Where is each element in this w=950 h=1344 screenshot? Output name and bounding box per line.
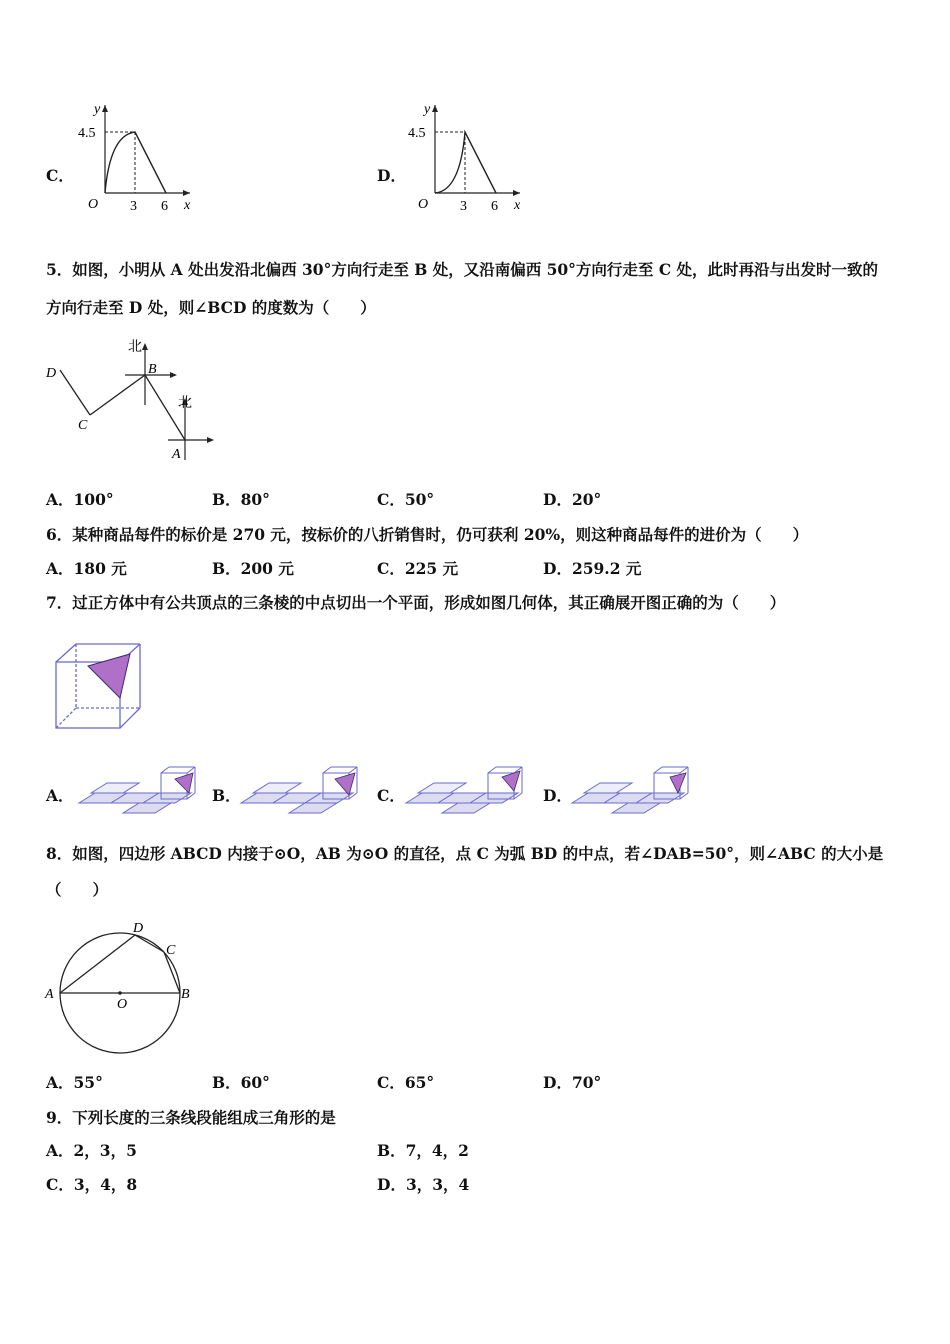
q6-stem: 6．某种商品每件的标价是 270 元，按标价的八折销售时，仍可获利 20%，则这种商品每件的进价为（ ）: [46, 525, 809, 544]
graph-d: [400, 95, 530, 220]
q5-stem-line2: 方向行走至 D 处，则∠BCD 的度数为（ ）: [46, 298, 376, 317]
q5-direction-figure: [40, 335, 230, 470]
q7-net-a[interactable]: [75, 765, 205, 827]
x-tick-3: 3: [460, 199, 467, 214]
origin-label: O: [88, 197, 99, 212]
cut-facet: [88, 654, 130, 698]
north-label-a: 北: [178, 396, 192, 411]
q6-option-b[interactable]: B．200 元: [212, 559, 294, 578]
x-axis-label: x: [514, 198, 521, 213]
q9-option-d[interactable]: D．3，3，4: [377, 1175, 470, 1194]
q8-stem-line2: （ ）: [46, 880, 109, 899]
q8-circle-figure: [42, 918, 197, 1056]
q7-option-b[interactable]: B．: [212, 786, 241, 805]
center-o: O: [117, 997, 128, 1012]
y-axis-label: y: [94, 102, 101, 117]
q7-net-d[interactable]: [568, 765, 698, 827]
north-label-b: 北: [128, 340, 142, 355]
q9-stem: 9．下列长度的三条线段能组成三角形的是: [46, 1108, 336, 1127]
point-a: A: [172, 447, 181, 462]
graph-c: [70, 95, 200, 220]
q7-net-c[interactable]: [402, 765, 532, 827]
q8-option-b[interactable]: B．60°: [212, 1073, 270, 1092]
x-tick-3: 3: [130, 199, 137, 214]
point-d: D: [46, 366, 57, 381]
point-b: B: [181, 987, 190, 1002]
q5-option-b[interactable]: B．80°: [212, 490, 270, 509]
option-d-label: D．: [377, 166, 406, 185]
x-tick-6: 6: [491, 199, 498, 214]
y-tick-label: 4.5: [408, 126, 426, 141]
q6-option-a[interactable]: A．180 元: [46, 559, 127, 578]
q7-stem: 7．过正方体中有公共顶点的三条棱的中点切出一个平面，形成如图几何体，其正确展开图正确的为（ ）: [46, 593, 786, 612]
q8-option-d[interactable]: D．70°: [543, 1073, 602, 1092]
q7-net-b[interactable]: [237, 765, 367, 827]
point-b: B: [148, 362, 157, 377]
q9-option-c[interactable]: C．3，4，8: [46, 1175, 138, 1194]
q5-option-a[interactable]: A．100°: [46, 490, 114, 509]
origin-label: O: [418, 197, 429, 212]
point-c: C: [166, 943, 176, 958]
q5-option-c[interactable]: C．50°: [377, 490, 435, 509]
q8-option-c[interactable]: C．65°: [377, 1073, 435, 1092]
q7-option-a[interactable]: A．: [46, 786, 74, 805]
x-axis-label: x: [184, 198, 191, 213]
q8-stem-line1: 8．如图，四边形 ABCD 内接于⊙O，AB 为⊙O 的直径，点 C 为弧 BD 的中点，若∠DAB=50°，则∠ABC 的大小是: [46, 844, 884, 863]
q9-option-b[interactable]: B．7，4，2: [377, 1141, 469, 1160]
q8-option-a[interactable]: A．55°: [46, 1073, 103, 1092]
point-c: C: [78, 418, 88, 433]
q5-stem-line1: 5．如图，小明从 A 处出发沿北偏西 30°方向行走至 B 处，又沿南偏西 50°方向行走至 C 处，此时再沿与出发时一致的: [46, 260, 879, 279]
point-a: A: [45, 987, 54, 1002]
point-d: D: [133, 921, 144, 936]
q7-cube-figure: [52, 640, 152, 735]
q7-option-d[interactable]: D．: [543, 786, 572, 805]
q5-option-d[interactable]: D．20°: [543, 490, 602, 509]
q7-option-c[interactable]: C．: [377, 786, 405, 805]
q6-option-d[interactable]: D．259.2 元: [543, 559, 642, 578]
option-c-label: C．: [46, 166, 74, 185]
q9-option-a[interactable]: A．2，3，5: [46, 1141, 137, 1160]
x-tick-6: 6: [161, 199, 168, 214]
q6-option-c[interactable]: C．225 元: [377, 559, 459, 578]
y-tick-label: 4.5: [78, 126, 96, 141]
y-axis-label: y: [424, 102, 431, 117]
